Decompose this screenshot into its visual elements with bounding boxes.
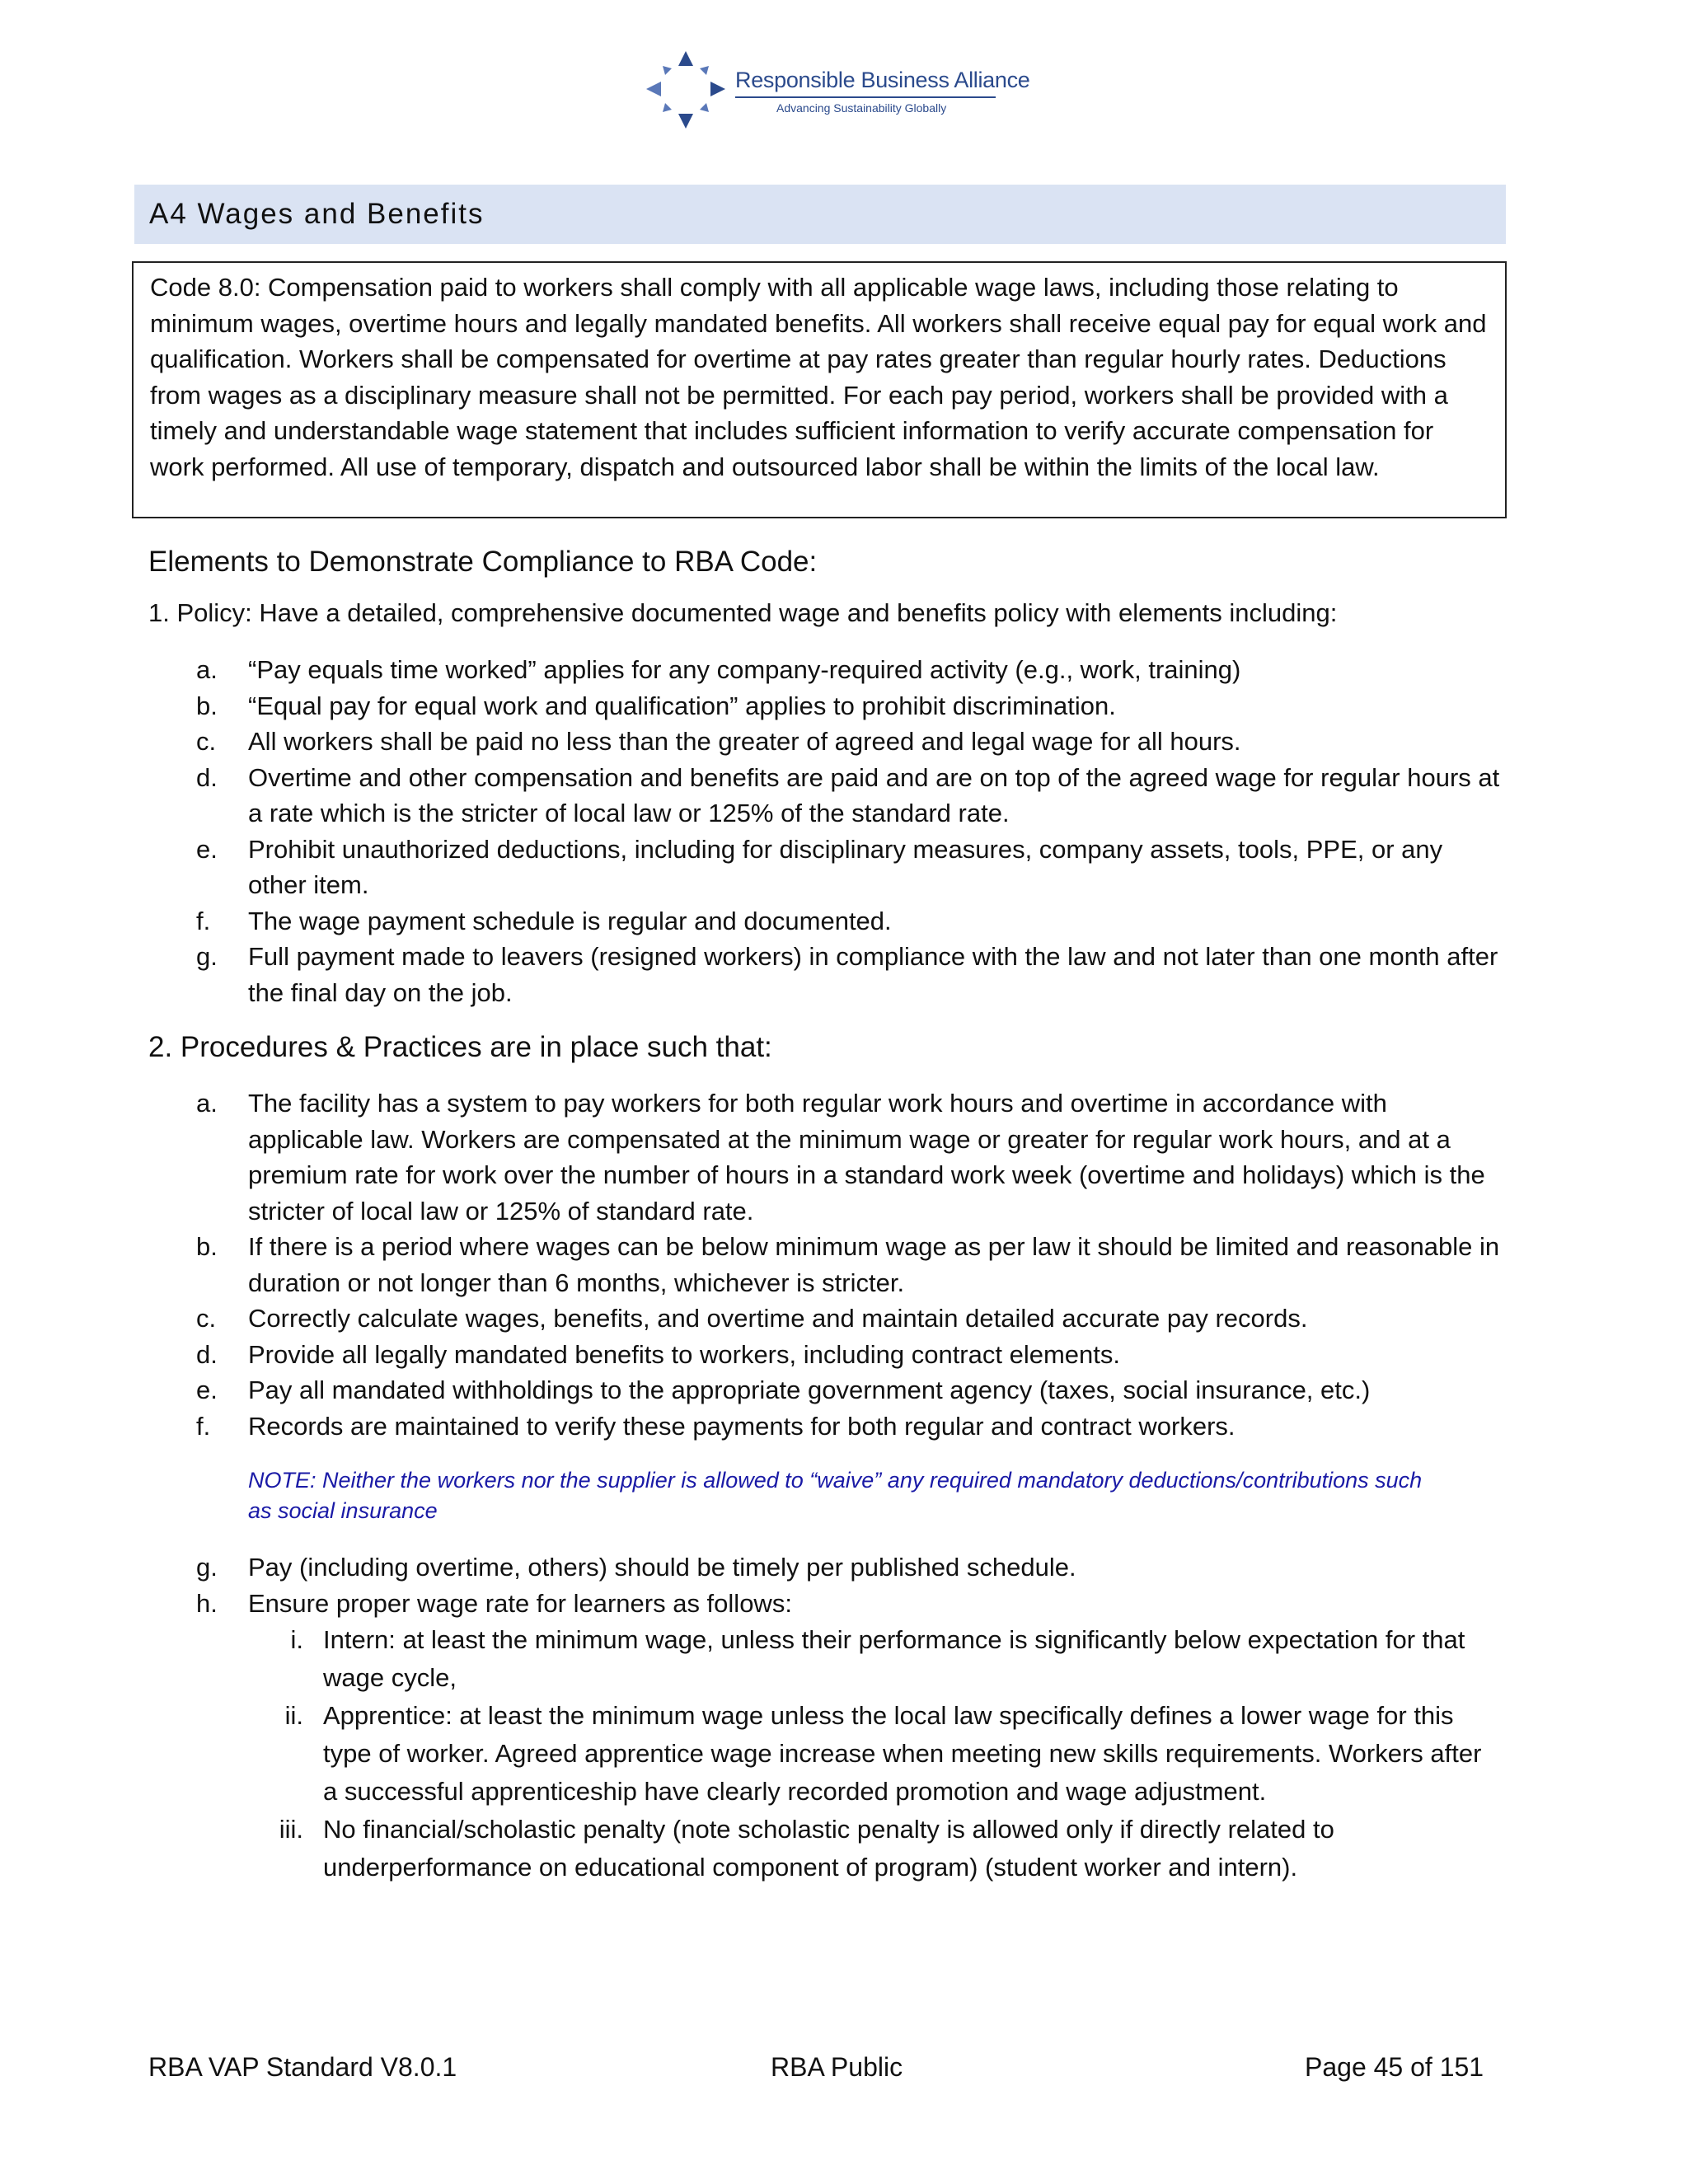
list-item-text: The wage payment schedule is regular and documented.: [248, 906, 892, 935]
list-item-text: Intern: at least the minimum wage, unless their performance is significantly below expectation for that wage cycle,: [323, 1625, 1465, 1692]
list-item-text: Correctly calculate wages, benefits, and overtime and maintain detailed accurate pay records.: [248, 1304, 1308, 1333]
list-item: [148, 1229, 1500, 1301]
procedures-list: [148, 1085, 1500, 1444]
logo-divider: [735, 96, 996, 98]
list-item: [148, 939, 1500, 1010]
list-item-text: All workers shall be paid no less than the greater of agreed and legal wage for all hours.: [248, 727, 1241, 756]
list-item: [148, 652, 1500, 688]
logo-tagline: Advancing Sustainability Globally: [776, 101, 947, 115]
code-requirement-box: [132, 261, 1507, 518]
list-marker: c.: [196, 727, 217, 756]
list-item: [148, 1337, 1500, 1373]
list-marker: f.: [196, 906, 211, 935]
section-title: A4 Wages and Benefits: [149, 198, 485, 230]
list-marker: g.: [196, 1553, 218, 1582]
list-item-text: If there is a period where wages can be below minimum wage as per law it should be limited and reasonable in duration or not longer than 6 months, whichever is stricter.: [248, 1232, 1500, 1297]
list-marker: d.: [196, 762, 218, 792]
code-text: Code 8.0: Compensation paid to workers shall comply with all applicable wage laws, including those relating to minimum wages, overtime hours and legally mandated benefits. All workers shall receive equal pay for equal work and qualification. Workers shall be compensated for overtime at pay rates greater than regular hourly rates. Deductions from wages as a disciplinary measure shall not be permitted. For each pay period, workers shall be provided with a timely and understandable wage statement that includes sufficient information to verify accurate compensation for work performed. All use of temporary, dispatch and outsourced labor shall be within the limits of the local law.: [150, 273, 1487, 481]
list-marker: b.: [196, 1232, 218, 1261]
section-title-bar: [134, 185, 1506, 244]
page-footer: [148, 2052, 1484, 2089]
list-marker: c.: [196, 1304, 217, 1333]
list-item-text: Apprentice: at least the minimum wage unless the local law specifically defines a lower wage for this type of worker. Agreed apprentice wage increase when meeting new skills requirements. Workers after a successful apprenticeship have clearly recorded promotion and wage adjustment.: [323, 1701, 1482, 1806]
list-marker: iii.: [279, 1815, 303, 1844]
rba-compass-arrows-logo-icon: [645, 49, 727, 132]
list-marker: ii.: [284, 1701, 303, 1730]
list-marker: i.: [290, 1625, 303, 1654]
list-item-text: Prohibit unauthorized deductions, including for disciplinary measures, company assets, tools, PPE, or any other item.: [248, 834, 1443, 899]
note-text: NOTE: Neither the workers nor the supplier is allowed to “waive” any required mandatory deductions/contributions such as social insurance: [248, 1468, 1423, 1523]
list-item: [148, 1697, 1500, 1811]
list-item: [148, 688, 1500, 724]
list-item-text: The facility has a system to pay workers for both regular work hours and overtime in accordance with applicable law. Workers are compensated at the minimum wage or greater for regular work hours, and at a premium rate for work over the number of hours in a standard work week (overtime and holidays) which is the stricter of local law or 125% of standard rate.: [248, 1089, 1485, 1226]
list-marker: d.: [196, 1339, 218, 1369]
list-item-text: Records are maintained to verify these payments for both regular and contract workers.: [248, 1411, 1236, 1441]
list-item-text: Provide all legally mandated benefits to workers, including contract elements.: [248, 1339, 1120, 1369]
footer-classification: RBA Public: [771, 2052, 903, 2082]
list-marker: h.: [196, 1588, 218, 1618]
list-item-text: “Equal pay for equal work and qualification” applies to prohibit discrimination.: [248, 691, 1116, 720]
list-item-text: Pay (including overtime, others) should be timely per published schedule.: [248, 1553, 1076, 1582]
rba-logo: [645, 49, 1030, 132]
list-item: [148, 1408, 1500, 1445]
policy-intro: 1. Policy: Have a detailed, comprehensive documented wage and benefits policy with elements including:: [148, 598, 1338, 627]
list-item: [148, 1301, 1500, 1337]
compliance-content: [148, 541, 1500, 1886]
list-marker: b.: [196, 691, 218, 720]
list-marker: e.: [196, 834, 218, 864]
list-item: [148, 1621, 1500, 1697]
list-item: [148, 724, 1500, 760]
footer-page-number: Page 45 of 151: [1305, 2052, 1484, 2082]
list-item: [148, 760, 1500, 832]
list-item: [148, 832, 1500, 903]
list-item: [148, 1085, 1500, 1229]
policy-list: [148, 652, 1500, 1010]
list-item-text: Pay all mandated withholdings to the appropriate government agency (taxes, social insurance, etc.): [248, 1376, 1371, 1404]
list-item: [148, 1586, 1500, 1622]
procedures-list-continued: [148, 1549, 1500, 1621]
list-marker: a.: [196, 655, 218, 684]
list-marker: e.: [196, 1376, 218, 1404]
list-item-text: Full payment made to leavers (resigned workers) in compliance with the law and not later than one month after the final day on the job.: [248, 942, 1498, 1007]
list-item-text: No financial/scholastic penalty (note scholastic penalty is allowed only if directly related to underperformance on educational component of program) (student worker and intern).: [323, 1815, 1334, 1882]
logo-name: Responsible Business Alliance: [735, 68, 1030, 92]
list-item: [148, 1811, 1500, 1886]
learner-list: [148, 1621, 1500, 1886]
list-item: [148, 1549, 1500, 1586]
list-item-text: Overtime and other compensation and benefits are paid and are on top of the agreed wage for regular hours at a rate which is the stricter of local law or 125% of the standard rate.: [248, 762, 1500, 827]
elements-heading: Elements to Demonstrate Compliance to RBA Code:: [148, 546, 818, 578]
list-item-text: Ensure proper wage rate for learners as follows:: [248, 1588, 792, 1618]
list-marker: g.: [196, 942, 218, 971]
procedures-heading: 2. Procedures & Practices are in place such that:: [148, 1031, 772, 1063]
list-item-text: “Pay equals time worked” applies for any company-required activity (e.g., work, training): [248, 655, 1241, 684]
footer-document-id: RBA VAP Standard V8.0.1: [148, 2052, 457, 2082]
list-marker: a.: [196, 1089, 218, 1118]
list-item: [148, 1372, 1500, 1408]
list-item: [148, 903, 1500, 940]
list-marker: f.: [196, 1411, 211, 1441]
